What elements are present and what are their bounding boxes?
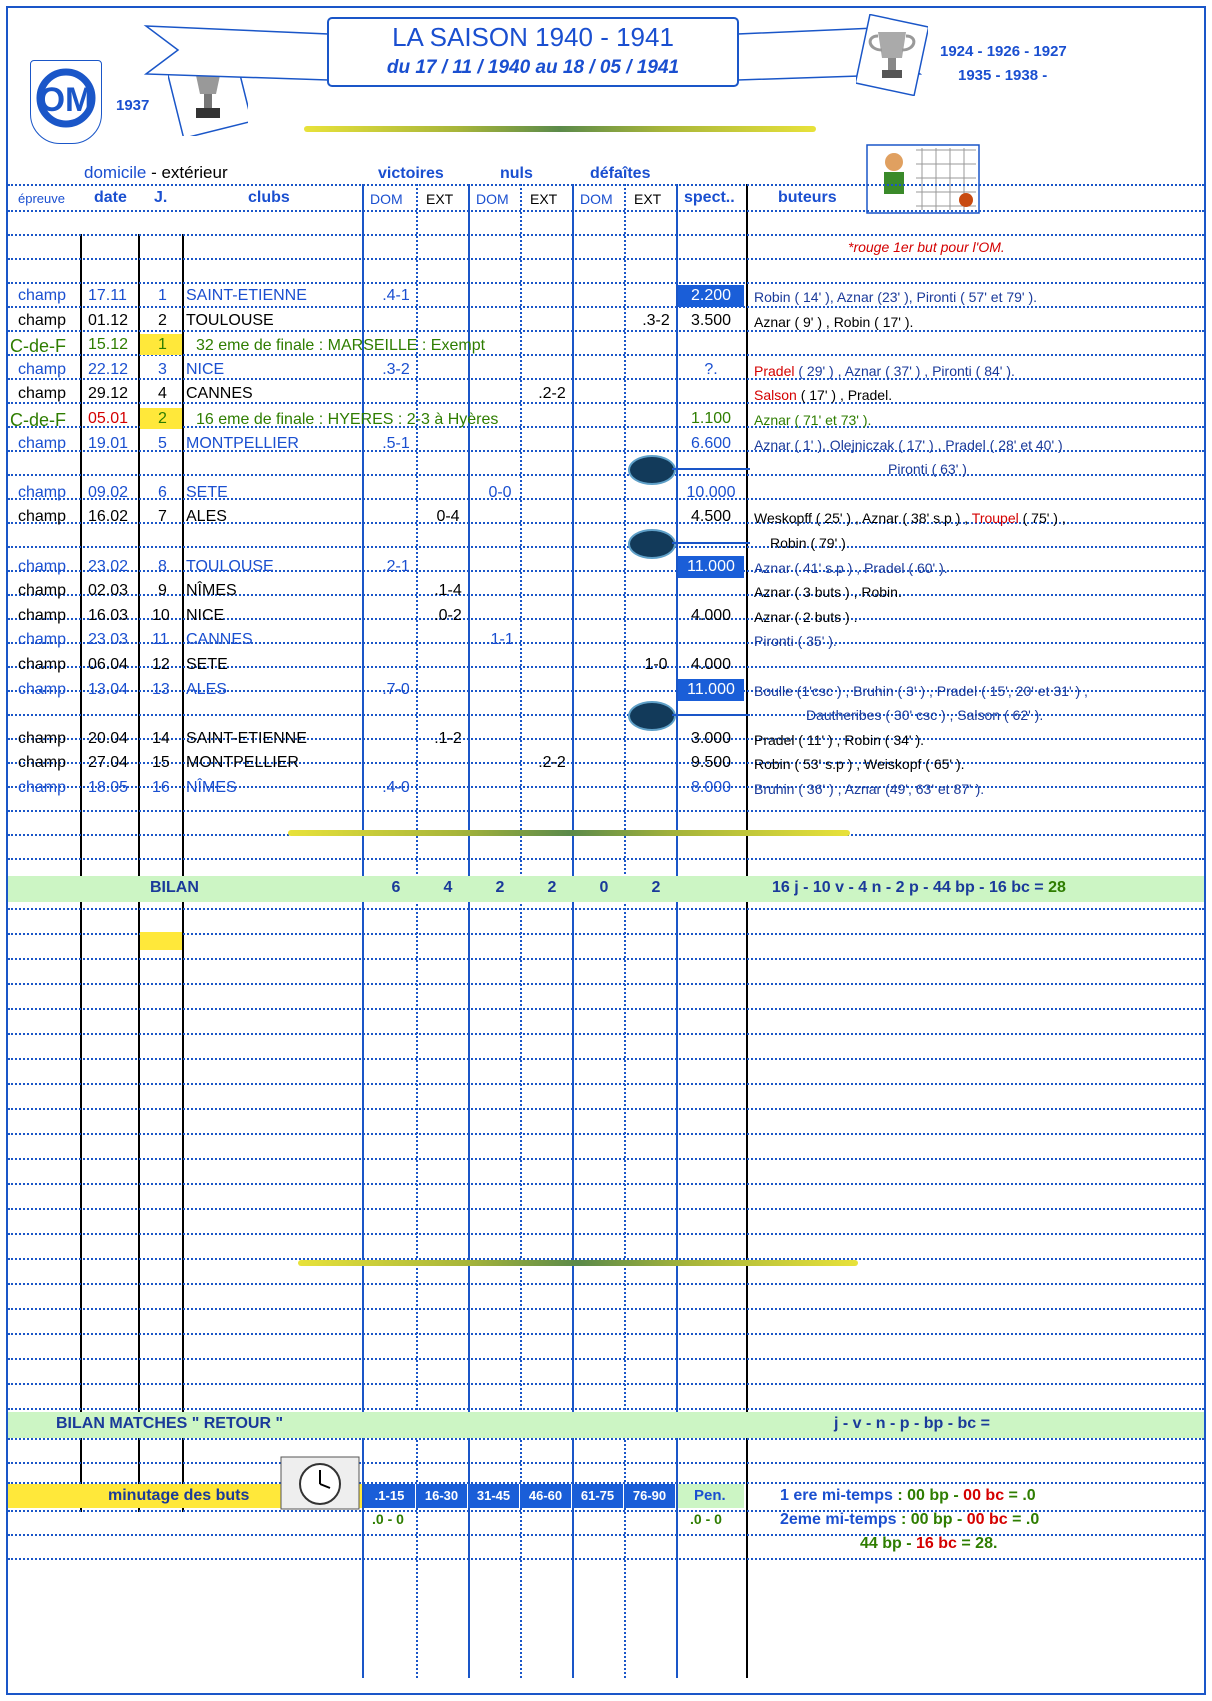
col-line: [624, 184, 626, 1678]
match-spectators: 4.500: [690, 508, 732, 526]
match-epreuve: C-de-F: [10, 336, 67, 357]
match-epreuve: champ: [18, 287, 67, 304]
match-date: 01.12: [88, 311, 129, 329]
row-line: [8, 282, 1204, 284]
match-date: 06.04: [88, 656, 129, 673]
row-line: [8, 378, 1204, 380]
match-club: CANNES: [186, 385, 253, 403]
match-epreuve: champ: [18, 680, 67, 698]
match-club: SETE: [186, 656, 228, 673]
match-scorers: Aznar ( 3 buts ) , Robin.: [754, 584, 902, 601]
legend-nuls: nuls: [500, 165, 533, 182]
match-round: 8: [158, 557, 167, 575]
legend-victoires: victoires: [378, 165, 444, 182]
match-scorers: Aznar ( 9' ) , Robin ( 17' ).: [754, 313, 914, 330]
col-dom-d: DOM: [580, 191, 613, 207]
bilan-retour-summary: j - v - n - p - bp - bc =: [834, 1415, 990, 1432]
match-epreuve: champ: [18, 434, 67, 452]
match-date: 05.01: [88, 410, 129, 427]
match-club: SETE: [186, 483, 228, 501]
stopwatch-icon: [280, 1456, 360, 1510]
arrow-line: [672, 714, 750, 716]
match-round: 5: [158, 434, 167, 452]
col-epreuve: épreuve: [18, 191, 65, 206]
arrow-line: [672, 542, 750, 544]
row-line: [8, 354, 1204, 356]
minute-range-label: 61-75: [580, 1488, 615, 1503]
match-epreuve: champ: [18, 656, 67, 673]
match-club: NÎMES: [186, 582, 237, 600]
match-spectators: 4.000: [690, 656, 732, 673]
match-score: .1-4: [434, 582, 462, 600]
match-scorers: Robin ( 14' ), Aznar (23' ), Pironti ( 57' et 79' ).: [754, 289, 1038, 305]
match-epreuve: champ: [18, 606, 67, 624]
match-spectators: 3.500: [690, 311, 732, 329]
bilan-summary: 16 j - 10 v - 4 n - 2 p - 44 bp - 16 bc = 28: [772, 879, 1066, 896]
match-club: MONTPELLIER: [186, 434, 299, 452]
match-score: 1-0: [644, 656, 668, 673]
match-club: ALES: [186, 680, 227, 698]
match-spectators: 2.200: [690, 287, 732, 304]
match-scorers-continued: Pironti ( 63' ): [888, 461, 967, 478]
row-line: [8, 810, 1204, 812]
row-line: [8, 1233, 1204, 1235]
match-date: 09.02: [88, 483, 129, 501]
match-scorers: Pironti ( 35' ).: [754, 633, 837, 650]
row-line: [8, 1058, 1204, 1060]
match-epreuve: champ: [18, 729, 67, 747]
match-scorers: Bruhin ( 36' ) , Aznar (49', 63' et 87' ).: [754, 781, 985, 797]
match-round: 11: [152, 631, 169, 649]
match-epreuve: C-de-F: [10, 410, 67, 430]
match-scorers-continued: Robin ( 79' ): [770, 535, 846, 551]
year-left: 1937: [116, 97, 150, 114]
match-round: 6: [158, 483, 167, 501]
row-line: [8, 1333, 1204, 1335]
match-score: .0-2: [434, 606, 462, 624]
arrow-line: [672, 468, 750, 470]
col-line: [468, 184, 470, 1678]
match-round: 3: [158, 360, 167, 378]
match-scorers: Boulle (1'csc ) , Bruhin ( 3' ) , Pradel ( 15', 20' et 31' ) ,: [754, 682, 1088, 699]
col-ext-n: EXT: [530, 191, 558, 207]
match-scorers: Salson ( 17' ) , Pradel.: [754, 387, 893, 404]
bilan-value: 2: [547, 879, 557, 896]
legend-domicile: domicile - extérieur: [84, 163, 228, 182]
match-scorers: Aznar ( 41' s.p ) , Pradel ( 60' ).: [754, 559, 948, 576]
match-spectators: 11.000: [687, 557, 735, 575]
svg-text:OM: OM: [38, 81, 94, 119]
match-club: TOULOUSE: [186, 311, 274, 329]
match-round: 1: [158, 336, 167, 354]
minute-range-label: 16-30: [424, 1488, 459, 1503]
match-date: 18.05: [88, 779, 129, 796]
page-title: LA SAISON 1940 - 1941: [392, 22, 674, 52]
match-date: 22.12: [88, 360, 129, 378]
transfer-icon: [628, 701, 676, 731]
row-line: [8, 234, 1204, 236]
row-line: [8, 184, 1204, 186]
match-club: CANNES: [186, 631, 253, 649]
col-spect: spect..: [684, 189, 735, 206]
legend-defaites: défaîtes: [590, 165, 651, 182]
match-score: 0-4: [436, 508, 460, 526]
match-scorers: Aznar ( 71' et 73' ).: [754, 412, 872, 428]
col-line: [416, 184, 418, 1678]
divider-top: [304, 126, 816, 132]
match-round: 9: [158, 582, 167, 600]
match-score: .5-1: [382, 434, 410, 452]
match-date: 29.12: [88, 385, 129, 403]
row-line: [8, 1558, 1204, 1560]
match-round: 13: [152, 680, 170, 698]
minutage-label: minutage des buts: [108, 1487, 250, 1504]
match-date: 19.01: [88, 434, 129, 452]
transfer-icon: [628, 455, 676, 485]
match-round: 12: [152, 656, 170, 673]
match-round: 14: [152, 729, 170, 747]
match-spectators: 10.000: [686, 483, 736, 501]
match-epreuve: champ: [18, 779, 67, 796]
match-scorers: Aznar ( 1' ), Olejniczak ( 17' ) , Pradel ( 28' et 40' ): [754, 436, 1063, 453]
col-date: date: [94, 189, 127, 206]
row-line: [8, 1283, 1204, 1285]
row-line: [8, 210, 1204, 212]
row-line: [8, 958, 1204, 960]
pen-value: .0 - 0: [690, 1511, 722, 1527]
cup-description: 32 eme de finale : MARSEILLE : Exempt: [196, 337, 486, 355]
row-line: [8, 1308, 1204, 1310]
match-spectators: 3.000: [690, 729, 732, 747]
row-line: [8, 546, 1204, 548]
pen-label: Pen.: [694, 1487, 726, 1504]
match-club: NICE: [186, 606, 225, 624]
row-line: [8, 426, 1204, 428]
divider-bottom: [298, 1260, 858, 1266]
match-score: .3-2: [642, 311, 670, 329]
row-line: [8, 1408, 1204, 1410]
row-line: [8, 1383, 1204, 1385]
match-spectators: 9.500: [690, 754, 732, 772]
row-line: [8, 1158, 1204, 1160]
col-dom-v: DOM: [370, 191, 403, 207]
match-date: 23.02: [88, 557, 129, 575]
match-epreuve: champ: [18, 631, 67, 649]
match-score: .2-2: [538, 754, 566, 772]
match-scorers: Weskopff ( 25' ) , Aznar ( 38' s.p ) , Troupel ( 75' ) ,: [754, 510, 1066, 527]
row-line: [8, 1033, 1204, 1035]
note-red-first-goal: *rouge 1er but pour l'OM.: [848, 239, 1005, 255]
minute-range-label: 46-60: [528, 1488, 563, 1503]
row-line: [8, 1183, 1204, 1185]
row-line: [8, 858, 1204, 860]
col-dom-n: DOM: [476, 191, 509, 207]
bilan-value: 4: [443, 879, 453, 896]
yellow-marker: [140, 932, 182, 950]
match-score: 0-0: [488, 483, 512, 501]
years-right-2: 1935 - 1938 -: [958, 67, 1048, 84]
match-date: 20.04: [88, 729, 129, 747]
match-date: 17.11: [88, 287, 127, 304]
match-club: ALES: [186, 508, 227, 526]
row-line: [8, 1534, 1204, 1536]
match-club: SAINT-ETIENNE: [186, 287, 307, 304]
row-line: [8, 1208, 1204, 1210]
bilan-label: BILAN: [150, 879, 199, 896]
bilan-retour-label: BILAN MATCHES " RETOUR ": [56, 1415, 284, 1432]
match-epreuve: champ: [18, 557, 67, 575]
match-club: TOULOUSE: [186, 557, 274, 575]
match-scorers: Pradel ( 29' ) , Aznar ( 37' ) , Pironti ( 84' ).: [754, 362, 1015, 379]
row-line: [8, 258, 1204, 260]
match-epreuve: champ: [18, 508, 67, 526]
match-epreuve: champ: [18, 360, 67, 378]
minute-range-label: .1-15: [374, 1488, 405, 1503]
om-logo-icon: [31, 61, 101, 141]
row-line: [8, 1438, 1204, 1440]
row-line: [8, 983, 1204, 985]
match-date: 16.03: [88, 606, 129, 624]
bilan-value: 2: [651, 879, 661, 896]
match-club: MONTPELLIER: [186, 754, 299, 772]
col-line: [746, 184, 748, 1678]
match-spectators: 11.000: [687, 680, 735, 698]
match-club: SAINT-ETIENNE: [186, 729, 307, 747]
row-line: [8, 1133, 1204, 1135]
years-right-1: 1924 - 1926 - 1927: [940, 43, 1067, 60]
bilan-value: 6: [391, 879, 401, 896]
cup-description: 16 eme de finale : HYERES : 2-3 à Hyères: [196, 411, 499, 428]
col-buteurs: buteurs: [778, 189, 837, 206]
col-line: [572, 184, 574, 1678]
row-line: [8, 1108, 1204, 1110]
match-score: .3-2: [382, 360, 410, 378]
match-round: 2: [158, 410, 167, 427]
match-scorers: Pradel ( 11' ) , Robin ( 34' ).: [754, 731, 925, 748]
col-ext-d: EXT: [634, 191, 662, 207]
row-line: [8, 933, 1204, 935]
match-spectators: ?.: [704, 360, 718, 378]
match-spectators: 8.000: [690, 779, 732, 796]
match-spectators: 6.600: [690, 434, 732, 452]
match-score: .1-2: [434, 729, 462, 747]
col-j: J.: [154, 189, 168, 206]
col-clubs: clubs: [248, 189, 290, 206]
match-epreuve: champ: [18, 385, 67, 403]
mt2-line: 2eme mi-temps : 00 bp - 00 bc = .0: [780, 1511, 1040, 1528]
match-score: .4-0: [382, 779, 410, 796]
totals-line: 44 bp - 16 bc = 28.: [860, 1535, 998, 1552]
match-score: .1-1: [486, 631, 514, 649]
match-date: 16.02: [88, 508, 129, 526]
col-line: [676, 184, 678, 1678]
row-line: [8, 330, 1204, 332]
match-date: 15.12: [88, 336, 129, 354]
match-score: .7-0: [382, 680, 410, 698]
row-line: [8, 1462, 1204, 1464]
row-line: [8, 1358, 1204, 1360]
match-round: 1: [158, 287, 167, 304]
match-epreuve: champ: [18, 311, 67, 329]
match-scorers-continued: Dautheribes ( 30' csc ) , Salson ( 62' ).: [806, 707, 1044, 724]
goal-keeper-icon: [866, 144, 980, 214]
match-score: .2-2: [538, 385, 566, 403]
col-line: [362, 184, 364, 1678]
match-round: 4: [158, 385, 167, 403]
match-round: 10: [152, 606, 170, 624]
match-epreuve: champ: [18, 754, 67, 772]
minute-range-label: 31-45: [476, 1488, 511, 1503]
divider-mid: [288, 830, 850, 836]
row-line: [8, 474, 1204, 476]
match-spectators: 4.000: [690, 606, 732, 624]
row-line: [8, 306, 1204, 308]
match-score: .4-1: [382, 287, 410, 304]
bilan-value: 0: [599, 879, 609, 896]
match-epreuve: champ: [18, 582, 67, 600]
row-line: [8, 1008, 1204, 1010]
season-sheet: [6, 6, 1206, 1695]
transfer-icon: [628, 529, 676, 559]
match-spectators: 1.100: [690, 410, 732, 427]
cup-icon: [856, 14, 928, 96]
mt1-line: 1 ere mi-temps : 00 bp - 00 bc = .0: [780, 1487, 1036, 1504]
col-line: [520, 184, 522, 1678]
match-date: 23.03: [88, 631, 129, 649]
match-date: 02.03: [88, 582, 129, 600]
col-ext-v: EXT: [426, 191, 454, 207]
match-round: 15: [152, 754, 170, 772]
match-scorers: Robin ( 53' s.p ) , Weiskopf ( 65' ).: [754, 756, 965, 773]
match-date: 13.04: [88, 680, 129, 698]
match-epreuve: champ: [18, 483, 67, 501]
row-line: [8, 1083, 1204, 1085]
match-round: 16: [152, 779, 170, 796]
minute-range-label: 76-90: [632, 1488, 667, 1503]
match-score: .2-1: [382, 557, 410, 575]
match-club: NICE: [186, 360, 225, 378]
match-round: 2: [158, 311, 167, 329]
bilan-value: 2: [495, 879, 505, 896]
match-scorers: Aznar ( 2 buts ) .: [754, 608, 858, 625]
match-date: 27.04: [88, 754, 129, 772]
row-line: [8, 908, 1204, 910]
match-club: NÎMES: [186, 779, 237, 796]
logo-shield: [30, 60, 102, 144]
match-round: 7: [158, 508, 167, 526]
minutage-value-first: .0 - 0: [372, 1511, 404, 1527]
page-subtitle: du 17 / 11 / 1940 au 18 / 05 / 1941: [386, 57, 680, 78]
